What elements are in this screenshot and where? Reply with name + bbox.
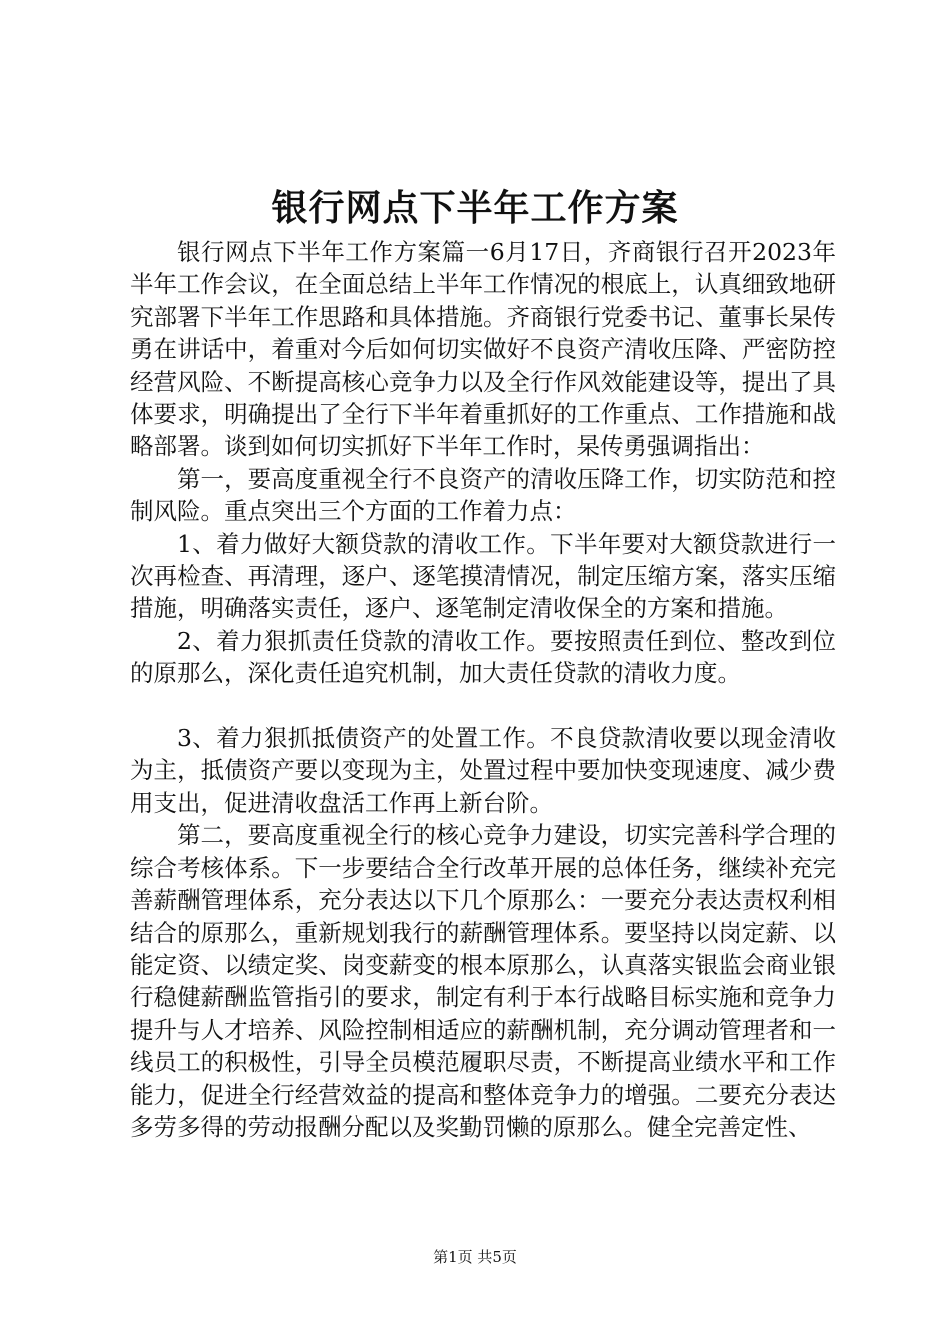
- paragraph-intro: 银行网点下半年工作方案篇一6月17日，齐商银行召开2023年半年工作会议，在全面总结上半年工作情况的根底上，认真细致地研究部署下半年工作思路和具体措施。齐商银行党委书记、董事长杲传勇在讲话中，着重对今后如何切实做好不良资产清收压降、严密防控经营风险、不断提高核心竞争力以及全行作风效能建设等，提出了具体要求，明确提出了全行下半年着重抓好的工作重点、工作措施和战略部署。谈到如何切实抓好下半年工作时，杲传勇强调指出：: [130, 238, 836, 461]
- paragraph-second-point: 第二，要高度重视全行的核心竞争力建设，切实完善科学合理的综合考核体系。下一步要结合全行改革开展的总体任务，继续补充完善薪酬管理体系，充分表达以下几个原那么：一要充分表达责权利相结合的原那么，重新规划我行的薪酬管理体系。要坚持以岗定薪、以能定资、以绩定奖、岗变薪变的根本原那么，认真落实银监会商业银行稳健薪酬监管指引的要求，制定有利于本行战略目标实施和竞争力提升与人才培养、风险控制相适应的薪酬机制，充分调动管理者和一线员工的积极性，引导全员模范履职尽责，不断提高业绩水平和工作能力，促进全行经营效益的提高和整体竞争力的增强。二要充分表达多劳多得的劳动报酬分配以及奖勤罚懒的原那么。健全完善定性、: [130, 821, 836, 1141]
- document-title: 银行网点下半年工作方案: [271, 187, 679, 229]
- document-body: [130, 236, 836, 1143]
- paragraph-item-2: 2、着力狠抓责任贷款的清收工作。要按照责任到位、整改到位的原那么，深化责任追究机制，加大责任贷款的清收力度。: [130, 626, 836, 688]
- paragraph-first-point: 第一，要高度重视全行不良资产的清收压降工作，切实防范和控制风险。重点突出三个方面的工作着力点：: [130, 464, 836, 526]
- page-footer: 第1页 共5页: [433, 1248, 517, 1266]
- paragraph-item-1: 1、着力做好大额贷款的清收工作。下半年要对大额贷款进行一次再检查、再清理，逐户、逐笔摸清情况，制定压缩方案，落实压缩措施，明确落实责任，逐户、逐笔制定清收保全的方案和措施。: [130, 529, 836, 623]
- paragraph-item-3: 3、着力狠抓抵债资产的处置工作。不良贷款清收要以现金清收为主，抵债资产要以变现为主，处置过程中要加快变现速度、减少费用支出，促进清收盘活工作再上新台阶。: [130, 724, 836, 817]
